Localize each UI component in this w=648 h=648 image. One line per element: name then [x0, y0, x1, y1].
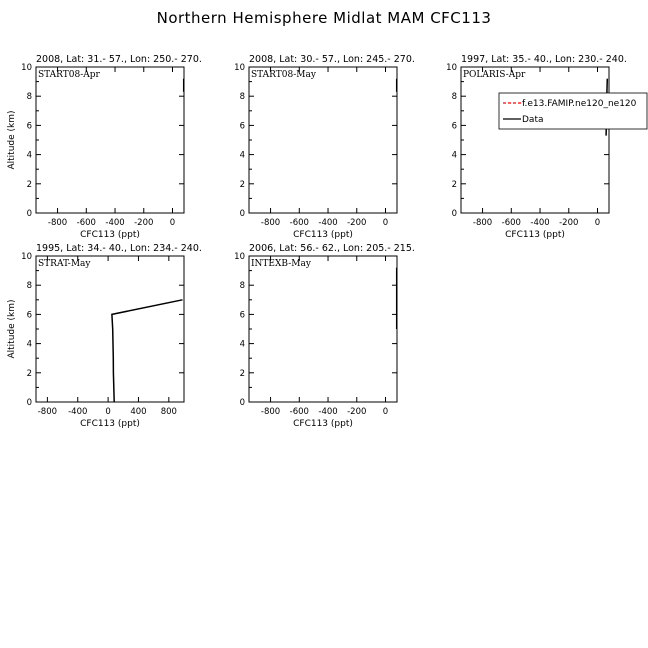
x-tick-label: -800	[472, 218, 493, 228]
y-tick-label: 10	[446, 63, 457, 73]
x-axis-label: CFC113 (ppt)	[80, 419, 140, 429]
panel-title: 1995, Lat: 34.- 40., Lon: 234.- 240.	[36, 243, 202, 254]
legend-entry-label: Data	[522, 115, 544, 125]
y-tick-label: 10	[21, 252, 32, 262]
panel-4	[7, 243, 202, 429]
panel-5	[234, 243, 415, 429]
campaign-label: INTEXB-May	[251, 259, 311, 269]
x-tick-label: -600	[501, 218, 521, 228]
y-tick-label: 10	[234, 63, 245, 73]
x-tick-label: 800	[160, 407, 177, 417]
panel-2	[234, 54, 415, 240]
y-tick-label: 2	[26, 179, 32, 190]
plot-frame	[249, 256, 397, 402]
x-tick-label: -800	[260, 407, 281, 417]
x-tick-label: -800	[260, 218, 281, 228]
x-axis-label: CFC113 (ppt)	[80, 230, 140, 240]
x-tick-label: -600	[289, 218, 309, 228]
plot-frame	[36, 256, 184, 402]
panel-1	[7, 54, 202, 240]
data-series-line	[112, 300, 183, 402]
legend-entry-label: f.e13.FAMIP.ne120_ne120	[522, 99, 637, 109]
y-tick-label: 6	[451, 121, 457, 132]
y-tick-label: 0	[26, 398, 32, 408]
y-tick-label: 8	[239, 281, 245, 292]
legend	[499, 93, 647, 129]
y-tick-label: 2	[239, 179, 245, 190]
x-tick-label: 400	[130, 407, 147, 417]
panel-title: 1997, Lat: 35.- 40., Lon: 230.- 240.	[461, 54, 627, 65]
x-axis-label: CFC113 (ppt)	[505, 230, 565, 240]
x-tick-label: -200	[347, 407, 367, 417]
y-tick-label: 4	[26, 150, 32, 161]
x-tick-label: -600	[289, 407, 309, 417]
figure-title: Northern Hemisphere Midlat MAM CFC113	[156, 9, 492, 27]
x-tick-label: -400	[318, 407, 338, 417]
y-tick-label: 6	[26, 121, 32, 132]
x-tick-label: -600	[76, 218, 96, 228]
x-axis-label: CFC113 (ppt)	[293, 419, 353, 429]
y-tick-label: 8	[239, 92, 245, 103]
x-tick-label: -400	[68, 407, 88, 417]
campaign-label: START08-May	[251, 70, 316, 80]
y-tick-label: 10	[21, 63, 32, 73]
y-tick-label: 2	[451, 179, 457, 190]
plot-frame	[249, 67, 397, 213]
y-tick-label: 0	[239, 209, 245, 219]
panel-title: 2006, Lat: 56.- 62., Lon: 205.- 215.	[249, 243, 415, 254]
y-axis-label: Altitude (km)	[7, 110, 17, 170]
campaign-label: POLARIS-Apr	[463, 70, 526, 80]
y-tick-label: 6	[26, 310, 32, 321]
x-tick-label: 0	[169, 218, 176, 228]
x-tick-label: -400	[530, 218, 550, 228]
y-tick-label: 6	[239, 310, 245, 321]
y-tick-label: 10	[234, 252, 245, 262]
y-tick-label: 4	[451, 150, 457, 161]
campaign-label: STRAT-May	[38, 259, 91, 269]
x-tick-label: -400	[105, 218, 125, 228]
panel-title: 2008, Lat: 30.- 57., Lon: 245.- 270.	[249, 54, 415, 65]
panel-title: 2008, Lat: 31.- 57., Lon: 250.- 270.	[36, 54, 202, 65]
y-tick-label: 0	[451, 209, 457, 219]
x-tick-label: 0	[382, 407, 389, 417]
y-tick-label: 0	[239, 398, 245, 408]
x-tick-label: 0	[594, 218, 601, 228]
x-tick-label: -800	[37, 407, 58, 417]
x-tick-label: -400	[318, 218, 338, 228]
y-tick-label: 4	[239, 339, 245, 350]
x-tick-label: -800	[47, 218, 68, 228]
y-tick-label: 8	[451, 92, 457, 103]
y-tick-label: 4	[26, 339, 32, 350]
y-tick-label: 8	[26, 92, 32, 103]
panel-3	[446, 54, 647, 240]
panel-grid	[7, 54, 647, 429]
y-tick-label: 2	[26, 368, 32, 379]
y-tick-label: 0	[26, 209, 32, 219]
x-tick-label: 0	[382, 218, 389, 228]
x-axis-label: CFC113 (ppt)	[293, 230, 353, 240]
y-tick-label: 8	[26, 281, 32, 292]
y-tick-label: 2	[239, 368, 245, 379]
x-tick-label: -200	[559, 218, 579, 228]
plot-frame	[36, 67, 184, 213]
y-tick-label: 4	[239, 150, 245, 161]
plot-frame	[461, 67, 609, 213]
y-axis-label: Altitude (km)	[7, 299, 17, 359]
x-tick-label: -200	[134, 218, 154, 228]
y-tick-label: 6	[239, 121, 245, 132]
x-tick-label: 0	[105, 407, 111, 417]
campaign-label: START08-Apr	[38, 70, 100, 80]
x-tick-label: -200	[347, 218, 367, 228]
